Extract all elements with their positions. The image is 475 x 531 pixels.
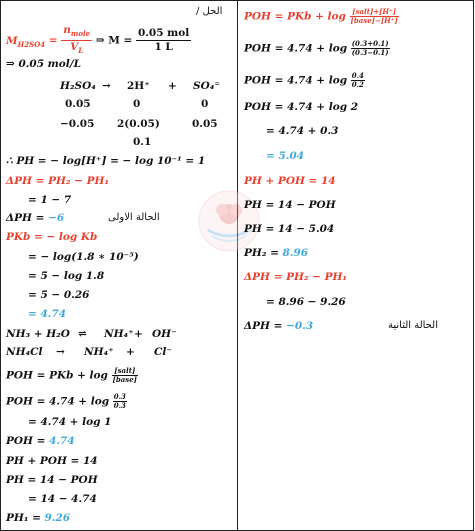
ice-initial-so4: 0	[201, 98, 209, 110]
molarity-line: $M_{H2SO4}$ = $n_{mole}$ $V_L$ ⇒ M = 0.05 mol 1 L	[6, 24, 190, 56]
ph-poh-relation-2: PH + POH = 14	[244, 175, 336, 187]
case-one-label: الحالة الاولى	[108, 212, 160, 223]
ice-change-reactant: −0.05	[60, 118, 95, 130]
ph-substitution-2: PH = 14 − 5.04	[244, 223, 335, 235]
ph-poh-relation: PH + POH = 14	[6, 455, 98, 467]
pkb-step-1: = − log(1.8 ∗ 10⁻⁵)	[28, 251, 139, 263]
dissociation-plus: +	[168, 80, 177, 92]
delta-ph-result-2: ΔPH = −0.3	[244, 320, 314, 332]
poh-buffer-substitution: POH = 4.74 + log $\frac{(0.3+0.1)}{(0.3-0.1)}$	[244, 39, 389, 57]
poh-buffer-formula: POH = PKb + log $\frac{\text{[salt]+[H⁺]}}{\text{[base]−[H⁺]}}$	[244, 7, 398, 25]
dissociation-arrow: →	[102, 80, 111, 92]
equilibrium-ammonia: NH₃ + H₂O ⇌ NH₄⁺ + OH⁻	[6, 328, 177, 340]
poh-step-1: = 4.74 + log 1	[28, 416, 112, 428]
dissociation-product-h: 2H⁺	[127, 80, 150, 92]
case-two-label: الحالة الثانية	[388, 320, 438, 331]
delta-ph-result: ΔPH = −6	[6, 212, 65, 224]
mole-over-volume: $n_{mole}$ $V_L$	[63, 24, 91, 56]
delta-ph-substitution: = 1 − 7	[28, 194, 72, 206]
poh-buffer-result: = 5.04	[266, 150, 305, 162]
dissociation-product-so4: SO₄⁼	[193, 80, 220, 92]
ph-from-poh-2: PH = 14 − POH	[244, 199, 336, 211]
molarity-value-fraction: 0.05 mol 1 L	[137, 27, 190, 54]
dissociation-ammonium-chloride: NH₄Cl → NH₄⁺ + Cl⁻	[6, 346, 172, 358]
pkb-step-2: = 5 − log 1.8	[28, 270, 105, 282]
poh-buffer-simplified: POH = 4.74 + log $\frac{0.4}{0.2}$	[244, 71, 364, 89]
concentration-line: ⇒ 0.05 mol/L	[6, 58, 82, 70]
delta-ph-formula: ΔPH = PH₂ − PH₁	[6, 175, 110, 187]
poh-buffer-log2: POH = 4.74 + log 2	[244, 101, 359, 113]
poh-buffer-step: = 4.74 + 0.3	[266, 125, 339, 137]
pkb-formula: PKb = − log Kb	[6, 231, 98, 243]
delta-ph-substitution-2: = 8.96 − 9.26	[266, 296, 346, 308]
ph-substitution: = 14 − 4.74	[28, 493, 97, 505]
solution-header: الحل /	[196, 6, 223, 17]
pkb-step-4: = 4.74	[28, 308, 67, 320]
ice-change-h: 2(0.05)	[117, 118, 160, 130]
ph-from-poh: PH = 14 − POH	[6, 474, 98, 486]
ph-calculation: ∴ PH = − log[H⁺] = − log 10⁻¹ = 1	[6, 155, 206, 167]
poh-substitution: POH = 4.74 + log $\frac{0.3}{0.3}$	[6, 392, 126, 410]
logo-watermark-icon	[196, 188, 262, 254]
ph1-result: PH₁ = 9.26	[6, 512, 71, 524]
poh-formula: POH = PKb + log $\frac{\text{[salt]}}{\text{[base]}}$	[6, 366, 137, 384]
ice-initial-h: 0	[133, 98, 141, 110]
delta-ph-formula-2: ΔPH = PH₂ − PH₁	[244, 271, 348, 283]
pkb-step-3: = 5 − 0.26	[28, 289, 90, 301]
ice-initial-reactant: 0.05	[65, 98, 91, 110]
column-divider	[237, 0, 238, 531]
ice-h-concentration: 0.1	[133, 136, 152, 148]
ice-change-so4: 0.05	[192, 118, 218, 130]
dissociation-reactant: H₂SO₄	[60, 80, 96, 92]
poh-result: POH = 4.74	[6, 435, 75, 447]
molarity-lhs: $M_{H2SO4}$	[6, 34, 46, 49]
ph2-result: PH₂ = 8.96	[244, 247, 309, 259]
